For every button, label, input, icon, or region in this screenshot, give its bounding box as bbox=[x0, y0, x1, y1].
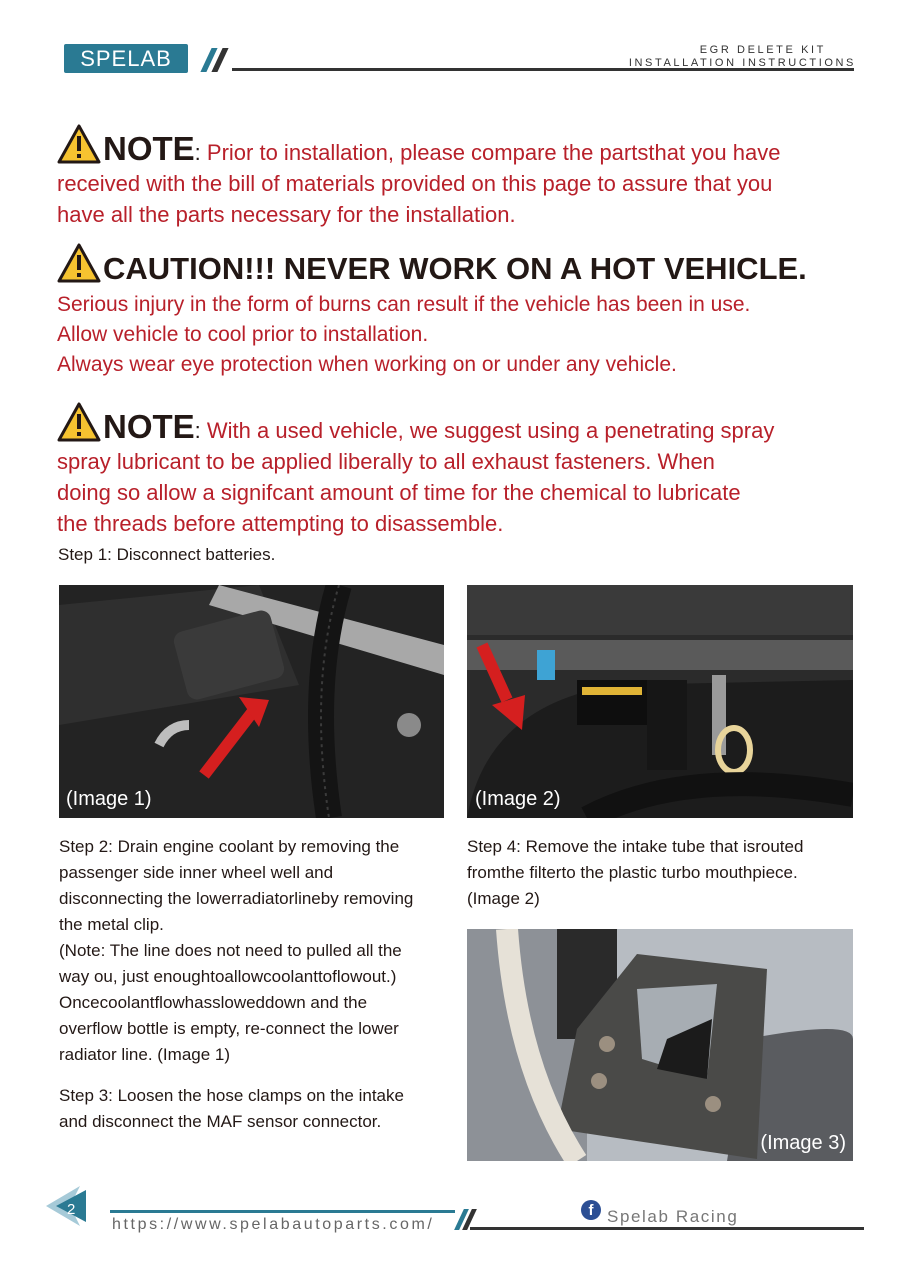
photo-image-3 bbox=[467, 929, 853, 1161]
note-text: With a used vehicle, we suggest using a penetrating spray bbox=[200, 418, 775, 443]
caution-text: Always wear eye protection when working on or under any vehicle. bbox=[57, 353, 677, 376]
page-number: 2 bbox=[67, 1201, 76, 1218]
spelab-logo: SPELAB bbox=[64, 44, 188, 73]
note-text: doing so allow a signifcant amount of time for the chemical to lubricate bbox=[57, 480, 741, 505]
header-title-line1: EGR DELETE KIT bbox=[699, 44, 826, 56]
caution-text: Serious injury in the form of burns can result if the vehicle has been in use. bbox=[57, 293, 751, 316]
image-caption: (Image 2) bbox=[475, 788, 561, 810]
image-caption: (Image 1) bbox=[66, 788, 152, 810]
caution-text: Allow vehicle to cool prior to installation. bbox=[57, 323, 429, 346]
image-caption: (Image 3) bbox=[760, 1132, 846, 1154]
facebook-icon[interactable]: f bbox=[581, 1200, 601, 1220]
caution-hot-vehicle bbox=[57, 243, 807, 380]
step-4-text: Step 4: Remove the intake tube that isrouted fromthe filterto the plastic turbo mouthpiece. (Image 2) bbox=[467, 837, 804, 908]
note-text: the threads before attempting to disassemble. bbox=[57, 511, 504, 536]
caution-title: CAUTION!!! NEVER WORK ON A HOT VEHICLE. bbox=[103, 251, 807, 286]
note-label: NOTE bbox=[103, 130, 195, 167]
note-label: NOTE bbox=[103, 408, 195, 445]
warning-triangle-icon bbox=[57, 402, 101, 442]
photo-image-2 bbox=[467, 585, 853, 818]
step-1-text: Step 1: Disconnect batteries. bbox=[58, 545, 276, 564]
website-link[interactable]: https://www.spelabautoparts.com/ bbox=[112, 1216, 435, 1233]
note-text: spray lubricant to be applied liberally to all exhaust fasteners. When bbox=[57, 449, 715, 474]
note-prior-installation: NOTE: Prior to installation, please compare the partsthat you have received with the bill of materials provided on this page to assure that you have all the parts necessary for the installation. bbox=[57, 124, 780, 230]
footer-rule-teal bbox=[110, 1210, 455, 1213]
note-text: have all the parts necessary for the installation. bbox=[57, 202, 516, 227]
header-title-line2: INSTALLATION INSTRUCTIONS bbox=[628, 57, 856, 69]
wheel-well-bracket-illustration bbox=[467, 929, 853, 1161]
note-used-vehicle: NOTE: With a used vehicle, we suggest using a penetrating spray spray lubricant to be applied liberally to all exhaust fasteners. When doing so allow a signifcant amount of time for the chemical to lubricate the threads before attempting to disassemble. bbox=[57, 402, 774, 539]
footer-rule-dark bbox=[470, 1227, 864, 1230]
note-text: Prior to installation, please compare the partsthat you have bbox=[200, 140, 781, 165]
step-2-text: Step 2: Drain engine coolant by removing the passenger side inner wheel well and disconnecting the lowerradiatorlineby removing the metal clip. (Note: The line does not need to pulled all the way ou, just enoughtoallowcoolanttoflowout.) Oncecoolantflowhassloweddown and the overflow bottle is empty, re-connect the lower radiator line. (Image 1) bbox=[59, 837, 414, 1064]
facebook-page-link[interactable]: Spelab Racing bbox=[607, 1207, 739, 1226]
warning-triangle-icon bbox=[57, 243, 101, 283]
step-3-text: Step 3: Loosen the hose clamps on the intake and disconnect the MAF sensor connector. bbox=[59, 1086, 404, 1131]
note-text: received with the bill of materials provided on this page to assure that you bbox=[57, 171, 773, 196]
engine-hose-illustration bbox=[59, 585, 444, 818]
warning-triangle-icon bbox=[57, 124, 101, 164]
intake-tube-illustration bbox=[467, 585, 853, 818]
photo-image-1 bbox=[59, 585, 444, 818]
